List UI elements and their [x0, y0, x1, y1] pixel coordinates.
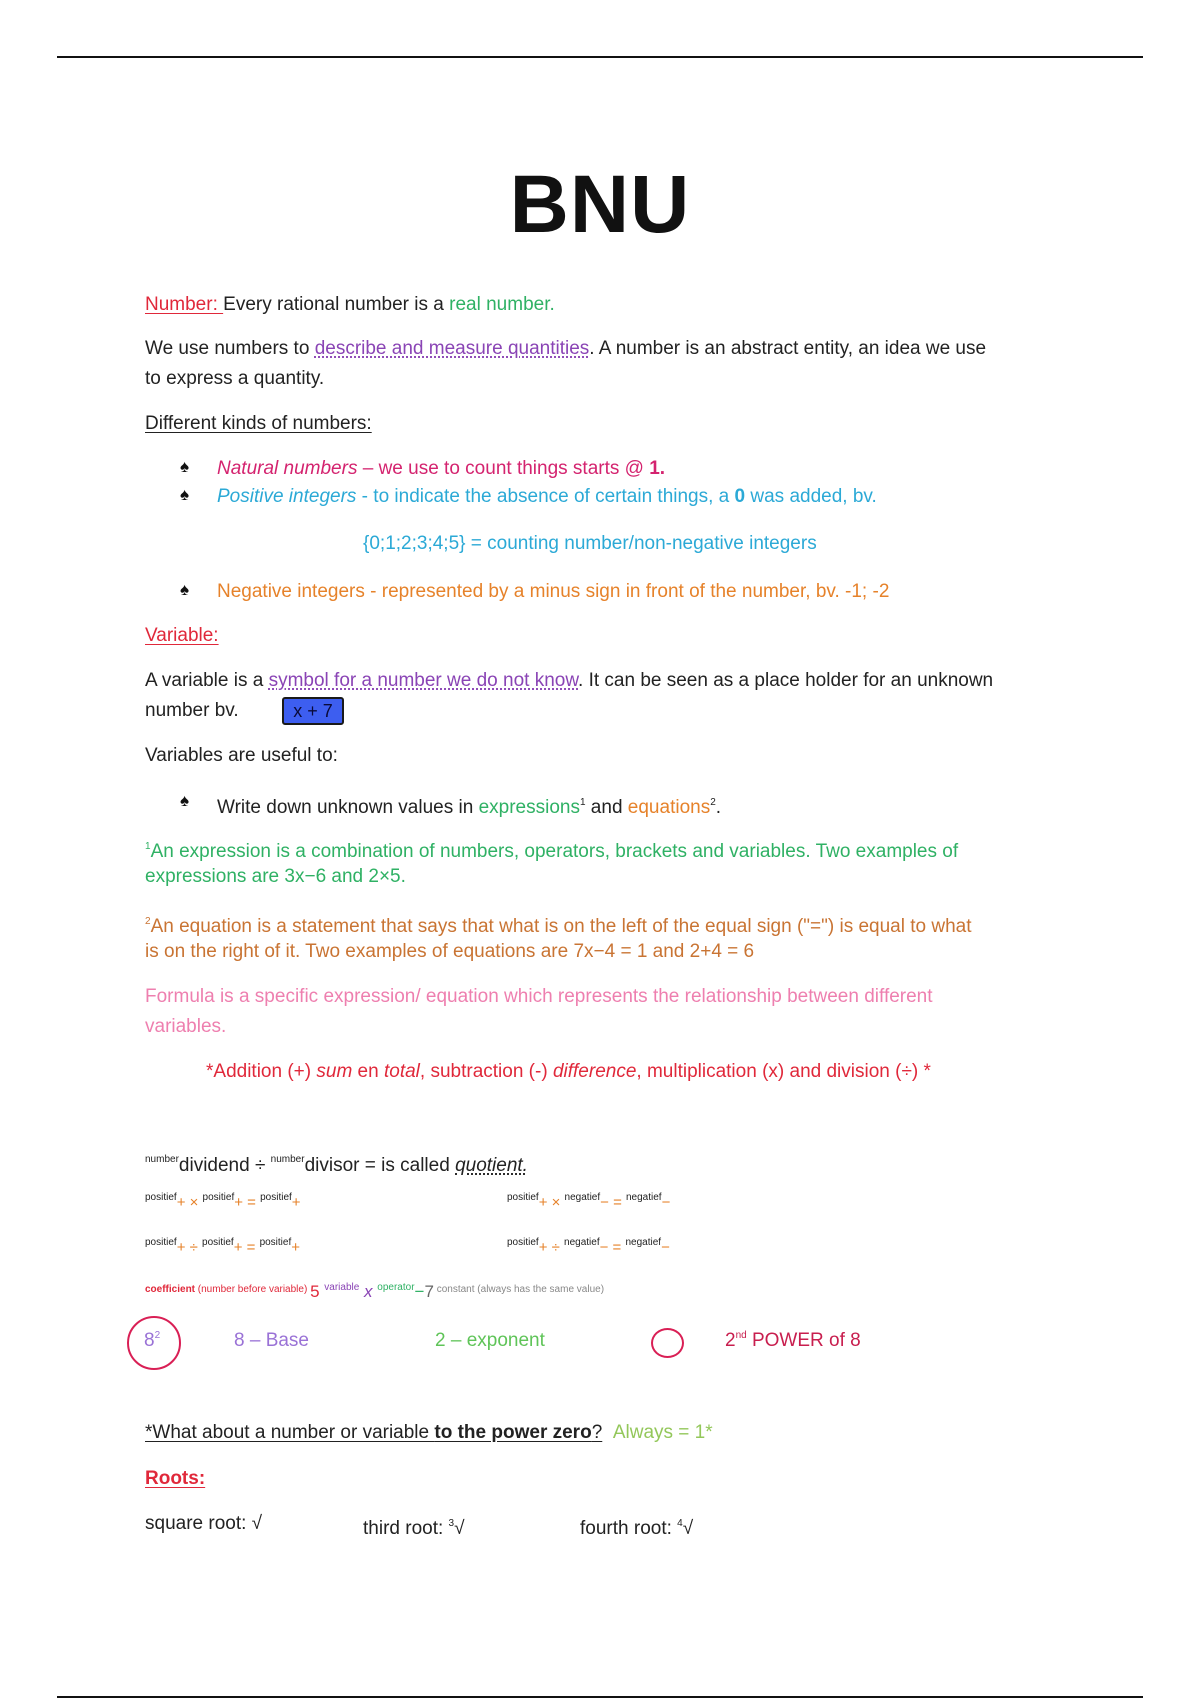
third-root-index: 3 — [448, 1518, 455, 1529]
variable-label: variable — [324, 1282, 360, 1293]
zero-power-mark: ? — [591, 1422, 603, 1443]
small-number-label: number — [145, 1154, 179, 1165]
zero-power-bold: to the power zero — [434, 1422, 592, 1443]
quotient-word: quotient. — [455, 1155, 528, 1176]
rule-word: negatief — [626, 1192, 662, 1203]
rule-end: + — [291, 1239, 301, 1256]
bottom-rule — [57, 1696, 1143, 1698]
zero-power-line — [145, 1418, 713, 1448]
write-and: and — [585, 797, 628, 818]
positive-term: Positive integers — [217, 486, 357, 507]
zero-power-answer: Always = 1* — [612, 1422, 713, 1443]
rule-eq: + = — [234, 1194, 261, 1211]
rule-word: positief — [260, 1192, 292, 1203]
ops-sum: sum — [316, 1061, 353, 1082]
number-text: Every rational number is a — [223, 294, 450, 315]
fourth-root-symbol: √ — [682, 1518, 694, 1539]
power-label — [725, 1330, 861, 1352]
rule-word: positief — [145, 1192, 177, 1203]
use-numbers-text: We use numbers to — [145, 338, 315, 359]
coefficient-label: coefficient — [145, 1284, 196, 1295]
third-root-text: third root: — [363, 1518, 449, 1539]
set-line: {0;1;2;3;4;5} = counting number/non-negative integers — [363, 533, 817, 554]
term-anatomy-line — [145, 1282, 604, 1302]
natural-term: Natural numbers — [217, 458, 358, 479]
write-text: Write down unknown values in — [217, 797, 479, 818]
operator-minus: − — [414, 1282, 425, 1301]
use-numbers-line-1 — [145, 334, 986, 364]
formula-line-1: Formula is a specific expression/ equation which represents the relationship between different — [145, 986, 933, 1007]
variable-text-2: . It can be seen as a place holder for an unknown — [578, 670, 994, 691]
base-label: 8 – Base — [234, 1330, 309, 1351]
rule-eq: − = — [599, 1239, 626, 1256]
rule-end: + — [291, 1194, 301, 1211]
footnote-ref-2: 2 — [710, 797, 716, 808]
sign-rule-2 — [507, 1192, 670, 1211]
expressions-word: expressions — [478, 797, 580, 818]
rule-eq: − = — [600, 1194, 626, 1211]
write-end: . — [715, 797, 722, 818]
equations-word: equations — [627, 797, 711, 818]
rule-op: + × — [176, 1194, 203, 1211]
spade-bullet-icon: ♠ — [180, 457, 190, 476]
spade-bullet-icon: ♠ — [180, 485, 190, 504]
write-down-item — [217, 788, 721, 823]
spade-bullet-icon: ♠ — [180, 791, 190, 810]
page-title: BNU — [509, 159, 691, 250]
power-num: 2 — [725, 1330, 736, 1351]
divisor-text: divisor = is called — [304, 1155, 456, 1176]
empty-circle — [651, 1328, 684, 1358]
operations-line — [206, 1057, 931, 1087]
footnote-ref-1: 1 — [579, 797, 586, 808]
constant-value: 7 — [424, 1282, 434, 1301]
positive-integers-item — [217, 482, 877, 512]
number-paragraph — [145, 290, 555, 320]
dividend-text: dividend ÷ — [178, 1155, 271, 1176]
describe-link[interactable]: describe and measure quantities — [314, 338, 590, 359]
negative-integers-item: Negative integers - represented by a minus sign in front of the number, bv. -1; -2 — [217, 581, 890, 602]
rule-word: positief — [202, 1237, 234, 1248]
power-ordinal: nd — [735, 1330, 747, 1341]
rule-word: positief — [507, 1192, 539, 1203]
footnote-2-mark: 2 — [145, 916, 151, 927]
symbol-link[interactable]: symbol for a number we do not know — [268, 670, 579, 691]
small-number-label: number — [270, 1154, 305, 1165]
fourth-root — [580, 1509, 693, 1544]
natural-numbers-item — [217, 454, 665, 484]
rule-op: + ÷ — [538, 1239, 565, 1256]
number-label: Number: — [145, 294, 224, 315]
coefficient-value: 5 — [310, 1282, 320, 1301]
ops-text-4: , multiplication (x) and division (÷) * — [636, 1061, 931, 1082]
eq-def-text: An equation is a statement that says that what is on the left of the equal sign ("=") is equal to what — [150, 916, 972, 937]
rule-op: + × — [538, 1194, 565, 1211]
rule-word: positief — [507, 1237, 539, 1248]
rule-word: negatief — [564, 1192, 601, 1203]
operator-label: operator — [377, 1282, 415, 1293]
third-root-symbol: √ — [454, 1518, 465, 1539]
real-number: real number. — [449, 294, 555, 315]
zero-power-question: *What about a number or variable — [145, 1422, 435, 1443]
positive-end: was added, bv. — [745, 486, 877, 507]
expression-definition-2: expressions are 3x−6 and 2×5. — [145, 866, 406, 887]
power-text: POWER of 8 — [746, 1330, 861, 1351]
roots-heading: Roots: — [145, 1468, 206, 1489]
constant-note: constant (always has the same value) — [433, 1284, 605, 1295]
base-exponent: 2 — [154, 1330, 161, 1341]
kinds-heading: Different kinds of numbers: — [145, 413, 372, 434]
fourth-root-index: 4 — [677, 1518, 683, 1529]
expr-def-text: An expression is a combination of numbers, operators, brackets and variables. Two examples of — [150, 841, 959, 862]
ops-text-3: , subtraction (-) — [419, 1061, 553, 1082]
rule-word: negatief — [564, 1237, 600, 1248]
variable-line-2: number bv. — [145, 700, 239, 721]
positive-text: - to indicate the absence of certain things, a — [356, 486, 735, 507]
variable-heading: Variable: — [145, 625, 219, 646]
spade-bullet-icon: ♠ — [180, 580, 190, 599]
rule-word: positief — [202, 1192, 235, 1203]
variable-text: A variable is a — [145, 670, 269, 691]
ops-diff: difference — [552, 1061, 637, 1082]
fourth-root-text: fourth root: — [580, 1518, 678, 1539]
natural-text: – we use to count things starts @ — [357, 458, 650, 479]
coefficient-note: (number before variable) — [195, 1284, 311, 1295]
power-base — [144, 1330, 160, 1352]
use-numbers-line-2: to express a quantity. — [145, 368, 325, 389]
rule-eq: + = — [233, 1239, 260, 1256]
rule-word: positief — [145, 1237, 177, 1248]
base-number: 8 — [144, 1330, 155, 1351]
ops-text: *Addition (+) — [206, 1061, 317, 1082]
natural-bold: 1. — [649, 458, 666, 479]
use-numbers-text-2: . A number is an abstract entity, an idea we use — [589, 338, 987, 359]
rule-end: − — [661, 1239, 670, 1256]
square-root: square root: √ — [145, 1513, 263, 1534]
ops-total: total — [383, 1061, 420, 1082]
formula-line-2: variables. — [145, 1016, 227, 1037]
variable-example-box: x + 7 — [282, 697, 344, 725]
variable-x: x — [364, 1282, 373, 1301]
rule-word: negatief — [625, 1237, 662, 1248]
rule-op: + ÷ — [176, 1239, 203, 1256]
useful-heading: Variables are useful to: — [145, 745, 338, 766]
rule-end: − — [661, 1194, 671, 1211]
footnote-1-mark: 1 — [145, 841, 151, 852]
sign-rule-4 — [507, 1237, 670, 1256]
sign-rule-1 — [145, 1192, 301, 1211]
exponent-label: 2 – exponent — [435, 1330, 545, 1351]
division-line — [145, 1145, 528, 1181]
variable-line-1 — [145, 666, 993, 696]
positive-bold: 0 — [734, 486, 746, 507]
rule-word: positief — [259, 1237, 292, 1248]
top-rule — [57, 56, 1143, 58]
sign-rule-3 — [145, 1237, 300, 1256]
third-root — [363, 1509, 465, 1544]
equation-definition-2: is on the right of it. Two examples of equations are 7x−4 = 1 and 2+4 = 6 — [145, 941, 755, 962]
ops-text-2: en — [352, 1061, 384, 1082]
